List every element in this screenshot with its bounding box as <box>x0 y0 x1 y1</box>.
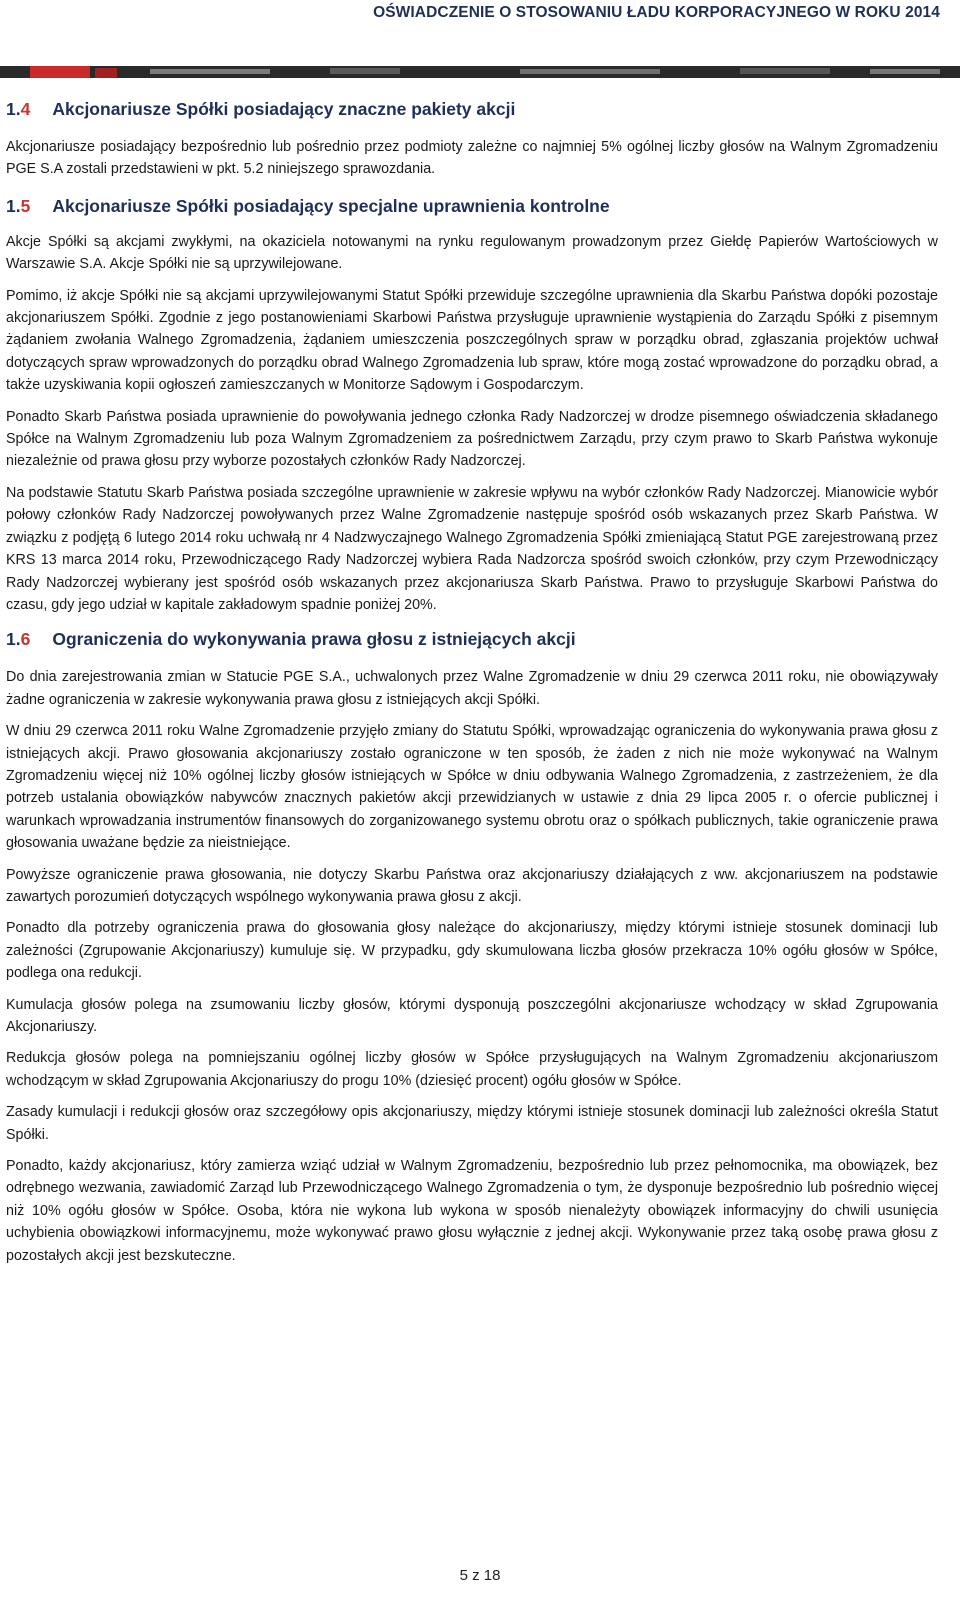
section-number-prefix: 1. <box>6 99 21 119</box>
paragraph: Redukcja głosów polega na pomniejszaniu ogólnej liczby głosów w Spółce przysługujących na Walnym Zgromadzeniu akcjonariuszom wchodzącym w skład Zgrupowania Akcjonariuszy do progu 10% (dziesięć procent) ogółu głosów w Spółce. <box>6 1050 938 1089</box>
section-heading <box>6 195 938 217</box>
paragraph: Akcjonariusze posiadający bezpośrednio lub pośrednio przez podmioty zależne co najmniej 5% ogólnej liczby głosów na Walnym Zgromadzeniu PGE S.A zostali przedstawieni w pkt. 5.2 niniejszego sprawozdania. <box>6 139 938 178</box>
banner-light-stripe-4 <box>740 68 830 74</box>
paragraph: Akcje Spółki są akcjami zwykłymi, na okaziciela notowanymi na rynku regulowanym prowadzonym przez Giełdę Papierów Wartościowych w Warszawie S.A. Akcje Spółki nie są uprzywilejowane. <box>6 233 938 273</box>
paragraph: Powyższe ograniczenie prawa głosowania, nie dotyczy Skarbu Państwa oraz akcjonariuszy działających z ww. akcjonariuszem na podstawie zawartych porozumień dotyczących wspólnego wykonywania prawa głosu z akcji. <box>6 866 938 905</box>
document-body <box>6 98 938 1276</box>
banner-light-stripe-5 <box>870 69 940 74</box>
paragraph: Kumulacja głosów polega na zsumowaniu liczby głosów, którymi dysponują poszczególni akcjonariusze wchodzący w skład Zgrupowania Akcjonariuszy. <box>6 996 938 1035</box>
banner-light-stripe-2 <box>330 68 400 74</box>
header-banner <box>0 66 960 78</box>
section-1-5 <box>6 195 938 617</box>
section-heading <box>6 628 938 650</box>
paragraph: Zasady kumulacji i redukcji głosów oraz szczegółowy opis akcjonariuszy, między którymi istnieje stosunek dominacji lub zależności określa Statut Spółki. <box>6 1104 938 1143</box>
section-title: Ograniczenia do wykonywania prawa głosu z istniejących akcji <box>52 629 576 650</box>
paragraph: Pomimo, iż akcje Spółki nie są akcjami uprzywilejowanymi Statut Spółki przewiduje szczególne uprawnienia dla Skarbu Państwa dopóki pozostaje akcjonariuszem Spółki. Zgodnie z jego postanowieniami Skarbowi Państwa przysługuje uprawnienie wystąpienia do Zarządu Spółki z pisemnym żądaniem zwołania Walnego Zgromadzenia, żądaniem umieszczenia poszczególnych spraw w porządku obrad, zgłaszania projektów uchwał dotyczących spraw wprowadzonych do porządku obrad Walnego Zgromadzenia lub spraw, które mogą zostać wprowadzone do porządku obrad, a także uzyskiwania kopii ogłoszeń zamieszczanych w Monitorze Sądowym i Gospodarczym. <box>6 287 938 394</box>
banner-red-accent-2 <box>95 68 117 78</box>
section-1-4 <box>6 98 938 181</box>
banner-light-stripe <box>150 69 270 74</box>
section-title: Akcjonariusze Spółki posiadający znaczne pakiety akcji <box>52 99 516 119</box>
section-number-prefix: 1. <box>6 629 21 650</box>
paragraph: Do dnia zarejestrowania zmian w Statucie PGE S.A., uchwalonych przez Walne Zgromadzenie w dniu 29 czerwca 2011 roku, nie obowiązywały żadne ograniczenia w zakresie wykonywania prawa głosu z istniejących akcji Spółki. <box>6 669 938 708</box>
page-number: 5 z 18 <box>459 1567 501 1584</box>
paragraph: W dniu 29 czerwca 2011 roku Walne Zgromadzenie przyjęło zmiany do Statutu Spółki, wprowadzając ograniczenia do wykonywania prawa głosu z istniejących akcji. Prawo głosowania akcjonariuszy zostało ograniczone w ten sposób, że żaden z nich nie może wykonywać na Walnym Zgromadzeniu więcej niż 10% ogólnej liczby głosów istniejących w Spółce w dniu odbywania Walnego Zgromadzenia, z zastrzeżeniem, że dla potrzeb ustalania obowiązków nabywców znacznych pakietów akcji przewidzianych w ustawie z dnia 29 lipca 2005 r. o ofercie publicznej i warunkach wprowadzania instrumentów finansowych do zorganizowanego systemu obrotu oraz o spółkach publicznych, takie ograniczenie prawa głosowania uważane będzie za nieistniejące. <box>6 723 938 852</box>
paragraph: Ponadto Skarb Państwa posiada uprawnienie do powoływania jednego członka Rady Nadzorczej w drodze pisemnego oświadczenia składanego Spółce na Walnym Zgromadzeniu lub poza Walnym Zgromadzeniem za pośrednictwem Zarządu, przy czym prawo to Skarb Państwa wykonuje niezależnie od prawa głosu przy wyborze pozostałych członków Rady Nadzorczej. <box>6 408 938 470</box>
section-number-suffix: 4 <box>20 99 31 119</box>
section-title: Akcjonariusze Spółki posiadający specjalne uprawnienia kontrolne <box>52 195 610 216</box>
section-number-suffix: 6 <box>20 629 31 650</box>
document-header-title: OŚWIADCZENIE O STOSOWANIU ŁADU KORPORACYJNEGO W ROKU 2014 <box>373 4 940 21</box>
section-1-6 <box>6 628 938 1267</box>
paragraph: Ponadto, każdy akcjonariusz, który zamierza wziąć udział w Walnym Zgromadzeniu, bezpośrednio lub przez pełnomocnika, ma obowiązek, bez odrębnego wezwania, zawiadomić Zarząd lub Przewodniczącego Walnego Zgromadzenia o tym, że dysponuje bezpośrednio lub pośrednio więcej niż 10% ogółu głosów w Spółce. Osoba, która nie wykona lub wykona w sposób nienależyty obowiązek informacyjny do chwili usunięcia uchybienia obowiązkowi informacyjnemu, może wykonywać prawo głosu wyłącznie z jednej akcji. Wykonywanie przez taką osobę prawa głosu z pozostałych akcji jest bezskuteczne. <box>6 1158 938 1264</box>
section-number-prefix: 1. <box>6 195 21 216</box>
paragraph: Ponadto dla potrzeby ograniczenia prawa do głosowania głosy należące do akcjonariuszy, między którymi istnieje stosunek dominacji lub zależności (Zgrupowanie Akcjonariuszy) kumuluje się. W przypadku, gdy skumulowana liczba głosów przekracza 10% ogółu głosów w Spółce, podlega ona redukcji. <box>6 920 938 982</box>
paragraph: Na podstawie Statutu Skarb Państwa posiada szczególne uprawnienie w zakresie wpływu na wybór członków Rady Nadzorczej. Mianowicie wybór połowy członków Rady Nadzorczej powoływanych przez Walne Zgromadzenie następuje spośród osób wskazanych przez Skarb Państwa. W związku z podjęţą 6 lutego 2014 roku uchwałą nr 4 Nadzwyczajnego Walnego Zgromadzenia Spółki zmieniającą Statut PGE zarejestrowaną przez KRS 13 marca 2014 roku, Przewodniczącego Rady Nadzorczej wybiera Rada Nadzorcza spośród swoich członków, przy czym Przewodniczący Rady Nadzorczej wybierany jest spośród osób wskazanych przez akcjonariusza Skarb Państwa. Prawo to przysługuje Skarbowi Państwa do czasu, gdy jego udział w kapitale zakładowym spadnie poniżej 20%. <box>6 484 938 613</box>
section-heading <box>6 98 938 120</box>
section-number-suffix: 5 <box>20 195 31 216</box>
banner-light-stripe-3 <box>520 69 660 74</box>
banner-red-accent <box>30 66 90 78</box>
